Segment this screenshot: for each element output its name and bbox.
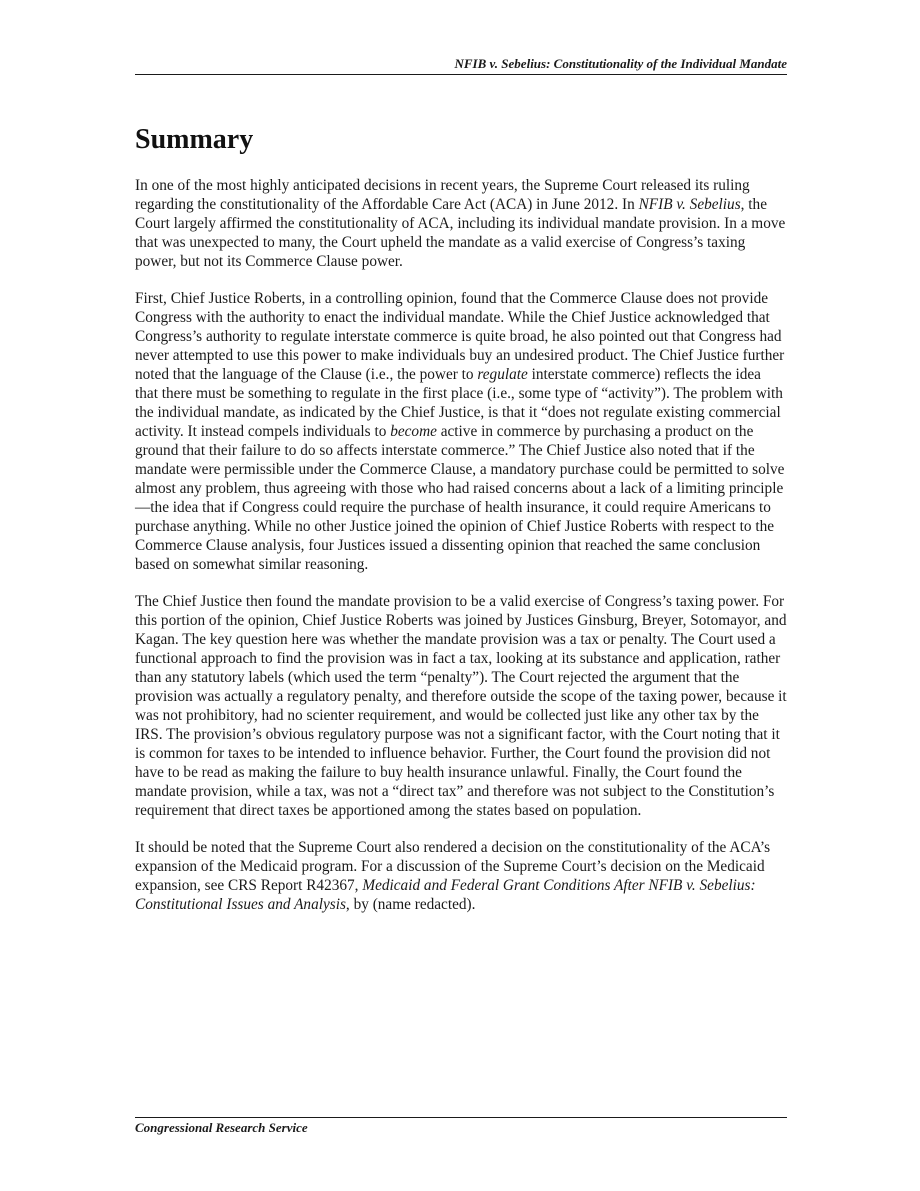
- paragraph-2: [135, 289, 787, 574]
- paragraph-1: [135, 176, 787, 271]
- regulate-italic: regulate: [477, 366, 528, 383]
- become-italic: become: [390, 423, 437, 440]
- paragraph-4-text-a: It should be noted that the Supreme Court also rendered a decision on the constitutionality of the ACA’s expansion of the Medicaid program. For a discussion of the Supreme Court’s decision on the Medicaid expansion, see CRS Report R42367,: [135, 839, 771, 894]
- running-header: NFIB v. Sebelius: Constitutionality of the Individual Mandate: [454, 56, 787, 71]
- paragraph-4-text-c: , by (name redacted).: [345, 896, 476, 913]
- paragraph-4: [135, 838, 787, 914]
- paragraph-3: [135, 592, 787, 820]
- case-name-italic: NFIB v. Sebelius: [638, 196, 741, 213]
- footer-rule: [135, 1117, 787, 1118]
- header-rule: [135, 74, 787, 75]
- report-title-italic: Medicaid and Federal Grant Conditions After NFIB v. Sebelius: Constitutional Issues and Analysis: [135, 877, 756, 913]
- summary-body: [135, 176, 787, 932]
- page-title: Summary: [135, 124, 254, 155]
- paragraph-3-text-a: The Chief Justice then found the mandate provision to be a valid exercise of Congress’s taxing power. For this portion of the opinion, Chief Justice Roberts was joined by Justices Ginsburg, Breyer, Sotomayor, and Kagan. The key question here was whether the mandate provision was a tax or penalty. The Court used a functional approach to find the provision was in fact a tax, looking at its substance and application, rather than any statutory labels (which used the term “penalty”). The Court rejected the argument that the provision was actually a regulatory penalty, and therefore outside the scope of the taxing power, because it was not prohibitory, had no scienter requirement, and would be collected just like any other tax by the IRS. The provision’s obvious regulatory purpose was not a significant factor, with the Court noting that it is common for taxes to be intended to influence behavior. Further, the Court found the provision did not have to be read as making the failure to buy health insurance unlawful. Finally, the Court found the mandate provision, while a tax, was not a “direct tax” and therefore was not subject to the Constitution’s requirement that direct taxes be apportioned among the states based on population.: [135, 593, 787, 819]
- paragraph-2-text-e: active in commerce by purchasing a product on the ground that their failure to do so affects interstate commerce.” The Chief Justice also noted that if the mandate were permissible under the Commerce Clause, a mandatory purchase could be permitted to solve almost any problem, thus agreeing with those who had raised concerns about a lack of a limiting principle—the idea that if Congress could require the purchase of health insurance, it could require Americans to purchase anything. While no other Justice joined the opinion of Chief Justice Roberts with respect to the Commerce Clause analysis, four Justices issued a dissenting opinion that reached the same conclusion based on somewhat similar reasoning.: [135, 423, 785, 573]
- paragraph-2-text-a: First, Chief Justice Roberts, in a controlling opinion, found that the Commerce Clause does not provide Congress with the authority to enact the individual mandate. While the Chief Justice acknowledged that Congress’s authority to regulate interstate commerce is quite broad, he also pointed out that Congress had never attempted to use this power to make individuals buy an undesired product. The Chief Justice further noted that the language of the Clause (i.e., the power to: [135, 290, 785, 383]
- paragraph-1-text-c: , the Court largely affirmed the constitutionality of ACA, including its individual mandate provision. In a move that was unexpected to many, the Court upheld the mandate as a valid exercise of Congress’s taxing power, but not its Commerce Clause power.: [135, 196, 786, 270]
- footer-org: Congressional Research Service: [135, 1120, 308, 1135]
- paragraph-1-text-a: In one of the most highly anticipated decisions in recent years, the Supreme Court released its ruling regarding the constitutionality of the Affordable Care Act (ACA) in June 2012. In: [135, 177, 750, 213]
- paragraph-2-text-c: interstate commerce) reflects the idea that there must be something to regulate in the first place (i.e., some type of “activity”). The problem with the individual mandate, as indicated by the Chief Justice, is that it “does not regulate existing commercial activity. It instead compels individuals to: [135, 366, 783, 440]
